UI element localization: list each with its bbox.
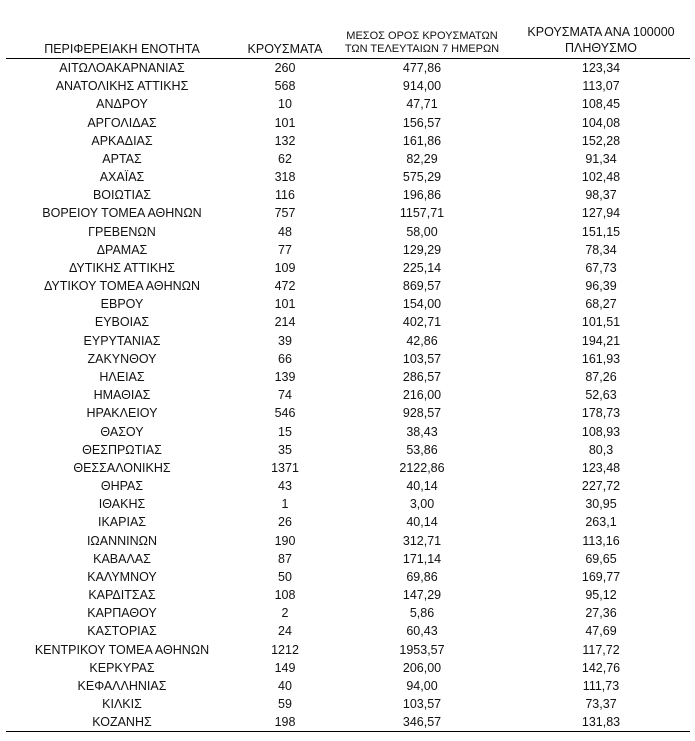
- table-row: [6, 59, 690, 78]
- cell-avg7: 225,14: [402, 260, 442, 275]
- cell-avg7: 129,29: [402, 242, 442, 257]
- cell-per100k: 80,3: [588, 442, 614, 457]
- cell-avg7: 53,86: [406, 442, 438, 457]
- table-row: [6, 586, 690, 604]
- table-header: [6, 24, 690, 59]
- cell-avg7: 147,29: [402, 588, 442, 603]
- cell-per100k: 87,26: [585, 370, 617, 384]
- table-row: [6, 350, 690, 368]
- table-row: [6, 223, 690, 241]
- table-row: [6, 513, 690, 531]
- cell-cases: 108: [274, 588, 296, 603]
- cell-per100k: 91,34: [585, 151, 617, 166]
- cell-per100k: 142,76: [581, 660, 621, 675]
- cell-region: ΗΜΑΘΙΑΣ: [93, 388, 151, 403]
- table-row: [6, 150, 690, 168]
- cell-per100k: 96,39: [585, 279, 617, 294]
- cell-per100k: 101,51: [581, 315, 621, 330]
- cell-per100k: 178,73: [581, 406, 621, 421]
- cell-cases: 1371: [271, 460, 299, 475]
- cell-avg7: 346,57: [332, 713, 512, 732]
- cell-region: ΓΡΕΒΕΝΩΝ: [88, 224, 156, 239]
- table-row: [6, 295, 690, 313]
- cell-per100k: 108,93: [581, 424, 621, 439]
- cell-avg7: 38,43: [406, 424, 438, 439]
- cell-cases: 26: [278, 515, 292, 530]
- cell-region: ΗΡΑΚΛΕΙΟΥ: [86, 406, 158, 421]
- cell-region: ΑΙΤΩΛΟΑΚΑΡΝΑΝΙΑΣ: [59, 61, 185, 76]
- header-per100k: [512, 24, 690, 59]
- cell-region: ΕΥΒΟΙΑΣ: [94, 315, 150, 330]
- cell-avg7: 477,86: [402, 61, 442, 76]
- cell-avg7: 286,57: [402, 370, 442, 384]
- cell-cases: 109: [274, 260, 296, 275]
- header-per100k-line2: ΠΛΗΘΥΣΜΟ: [565, 41, 637, 55]
- table-row: [6, 368, 690, 386]
- cell-avg7: 103,57: [402, 697, 442, 712]
- cell-region: ΚΑΡΔΙΤΣΑΣ: [88, 588, 156, 603]
- table-row: [6, 95, 690, 113]
- cell-region: ΔΥΤΙΚΗΣ ΑΤΤΙΚΗΣ: [69, 260, 175, 275]
- table-row: [6, 204, 690, 222]
- cell-cases: 472: [274, 279, 296, 294]
- cell-per100k: 27,36: [585, 606, 617, 621]
- cell-cases: 260: [274, 61, 296, 76]
- cell-per100k: 111,73: [582, 678, 620, 693]
- cell-cases: 546: [274, 406, 296, 421]
- cell-cases: 74: [278, 388, 292, 403]
- cell-avg7: 82,29: [406, 151, 438, 166]
- cell-per100k: 151,15: [581, 224, 621, 239]
- cell-avg7: 2122,86: [399, 460, 445, 475]
- cell-region: ΕΒΡΟΥ: [100, 297, 144, 312]
- cell-region: ΙΘΑΚΗΣ: [98, 497, 146, 512]
- cell-per100k: 98,37: [585, 188, 617, 203]
- cell-region: ΘΗΡΑΣ: [100, 479, 144, 494]
- cell-cases: 10: [278, 97, 292, 112]
- table-row: [6, 168, 690, 186]
- cell-avg7: 1157,71: [399, 206, 445, 221]
- cell-cases: 15: [278, 424, 292, 439]
- cell-cases: 198: [238, 713, 332, 732]
- table-row: [6, 132, 690, 150]
- cell-per100k: 152,28: [581, 133, 621, 148]
- cell-per100k: 169,77: [581, 569, 621, 584]
- table-row: [6, 604, 690, 622]
- cell-region: ΕΥΡΥΤΑΝΙΑΣ: [83, 333, 161, 348]
- cell-region: ΚΕΝΤΡΙΚΟΥ ΤΟΜΕΑ ΑΘΗΝΩΝ: [34, 642, 210, 657]
- table-row: [6, 313, 690, 331]
- cell-cases: 62: [278, 151, 292, 166]
- cell-per100k: 104,08: [581, 115, 621, 130]
- table-row: [6, 114, 690, 132]
- table-row: [6, 186, 690, 204]
- cell-avg7: 103,57: [402, 351, 442, 366]
- cell-region: ΑΝΑΤΟΛΙΚΗΣ ΑΤΤΙΚΗΣ: [55, 79, 189, 94]
- cell-avg7: 196,86: [402, 188, 442, 203]
- cell-avg7: 3,00: [409, 497, 435, 512]
- cell-region: ΑΡΤΑΣ: [102, 151, 142, 166]
- cell-avg7: 47,71: [406, 97, 438, 112]
- table-row: [6, 259, 690, 277]
- header-avg7-line2: ΤΩΝ ΤΕΛΕΥΤΑΙΩΝ 7 ΗΜΕΡΩΝ: [344, 43, 500, 55]
- cell-avg7: 161,86: [402, 133, 442, 148]
- cell-per100k: 113,16: [582, 533, 620, 548]
- cell-per100k: 47,69: [585, 624, 617, 639]
- cases-table: [6, 24, 690, 732]
- cell-cases: 48: [278, 224, 292, 239]
- header-per100k-line1: ΚΡΟΥΣΜΑΤΑ ΑΝΑ 100000: [527, 25, 675, 39]
- header-avg7: [332, 24, 512, 59]
- cell-avg7: 154,00: [402, 297, 442, 312]
- cell-per100k: 68,27: [585, 297, 617, 312]
- cell-region: ΚΕΦΑΛΛΗΝΙΑΣ: [77, 678, 167, 693]
- cell-per100k: 52,63: [585, 388, 617, 403]
- cell-region: ΙΚΑΡΙΑΣ: [97, 515, 147, 530]
- cell-avg7: 206,00: [402, 660, 442, 675]
- table-row: [6, 77, 690, 95]
- cell-avg7: 1953,57: [399, 642, 445, 657]
- table-row: [6, 695, 690, 713]
- cell-cases: 59: [278, 697, 292, 712]
- cell-avg7: 58,00: [406, 224, 438, 239]
- cell-avg7: 69,86: [406, 569, 438, 584]
- cell-cases: 24: [278, 624, 292, 639]
- table-row: [6, 422, 690, 440]
- cell-avg7: 94,00: [406, 678, 438, 693]
- cell-cases: 101: [274, 297, 296, 312]
- table-row: [6, 332, 690, 350]
- cell-avg7: 869,57: [402, 279, 442, 294]
- cell-cases: 35: [278, 442, 292, 457]
- header-row: [6, 24, 690, 59]
- cell-cases: 568: [274, 79, 296, 94]
- cell-region: ΑΡΚΑΔΙΑΣ: [91, 133, 153, 148]
- cell-avg7: 914,00: [402, 79, 442, 94]
- cell-avg7: 156,57: [402, 115, 442, 130]
- cell-cases: 1: [281, 497, 289, 512]
- table-row: [6, 277, 690, 295]
- table-row: [6, 713, 690, 732]
- cell-per100k: 123,48: [581, 460, 621, 475]
- cell-region: ΚΙΛΚΙΣ: [102, 697, 142, 712]
- cell-per100k: 194,21: [581, 333, 621, 348]
- cell-avg7: 40,14: [406, 515, 438, 530]
- cell-cases: 149: [274, 660, 296, 675]
- table-row: [6, 622, 690, 640]
- cell-cases: 139: [274, 370, 296, 384]
- cell-per100k: 117,72: [582, 642, 620, 657]
- header-avg7-line1: ΜΕΣΟΣ ΟΡΟΣ ΚΡΟΥΣΜΑΤΩΝ: [346, 30, 498, 42]
- table-row: [6, 568, 690, 586]
- cell-region: ΚΑΒΑΛΑΣ: [93, 551, 151, 566]
- cell-region: ΔΥΤΙΚΟΥ ΤΟΜΕΑ ΑΘΗΝΩΝ: [43, 279, 201, 294]
- cell-region: ΑΧΑΪΑΣ: [99, 170, 145, 185]
- cell-cases: 757: [274, 206, 296, 221]
- cell-region: ΑΡΓΟΛΙΔΑΣ: [87, 115, 157, 130]
- cell-per100k: 95,12: [585, 588, 617, 603]
- cell-cases: 40: [278, 678, 292, 693]
- cell-region: ΚΑΡΠΑΘΟΥ: [87, 606, 157, 621]
- cell-avg7: 575,29: [402, 170, 442, 185]
- cell-avg7: 5,86: [409, 606, 435, 621]
- cell-avg7: 60,43: [406, 624, 438, 639]
- cell-per100k: 102,48: [581, 170, 621, 185]
- table-row: [6, 241, 690, 259]
- cell-region: ΑΝΔΡΟΥ: [96, 97, 148, 112]
- cell-cases: 1212: [271, 642, 299, 657]
- cell-per100k: 127,94: [581, 206, 621, 221]
- cell-region: ΚΕΡΚΥΡΑΣ: [89, 660, 155, 675]
- cell-region: ΙΩΑΝΝΙΝΩΝ: [86, 533, 158, 548]
- cell-avg7: 216,00: [402, 388, 442, 403]
- cell-cases: 132: [274, 133, 296, 148]
- cell-region: ΚΟΖΑΝΗΣ: [6, 713, 238, 732]
- cell-cases: 66: [278, 351, 292, 366]
- table-row: [6, 459, 690, 477]
- cell-cases: 2: [281, 606, 289, 621]
- table-row: [6, 659, 690, 677]
- cell-avg7: 312,71: [402, 533, 442, 548]
- cell-cases: 43: [278, 479, 292, 494]
- cell-region: ΔΡΑΜΑΣ: [96, 242, 148, 257]
- cell-per100k: 123,34: [581, 61, 621, 76]
- cell-cases: 116: [275, 188, 295, 203]
- table-row: [6, 404, 690, 422]
- cell-cases: 214: [274, 315, 296, 330]
- cell-per100k: 67,73: [585, 260, 617, 275]
- cell-cases: 190: [274, 533, 296, 548]
- cell-per100k: 73,37: [585, 697, 617, 712]
- table-row: [6, 495, 690, 513]
- cell-avg7: 928,57: [402, 406, 442, 421]
- cell-per100k: 30,95: [585, 497, 617, 512]
- cell-avg7: 402,71: [402, 315, 442, 330]
- header-region: ΠΕΡΙΦΕΡΕΙΑΚΗ ΕΝΟΤΗΤΑ: [6, 24, 238, 59]
- cell-cases: 50: [278, 569, 292, 584]
- cell-cases: 318: [274, 170, 296, 185]
- cell-per100k: 69,65: [585, 551, 617, 566]
- cell-per100k: 161,93: [581, 351, 621, 366]
- table-row: [6, 441, 690, 459]
- cell-per100k: 263,1: [585, 515, 617, 530]
- cell-region: ΖΑΚΥΝΘΟΥ: [87, 351, 157, 366]
- cell-region: ΚΑΣΤΟΡΙΑΣ: [87, 624, 157, 639]
- table-row: [6, 477, 690, 495]
- cell-cases: 39: [278, 333, 292, 348]
- cell-avg7: 171,14: [402, 551, 442, 566]
- cell-avg7: 40,14: [406, 479, 438, 494]
- cell-cases: 87: [278, 551, 292, 566]
- cell-cases: 101: [274, 115, 296, 130]
- cell-per100k: 131,83: [512, 713, 690, 732]
- cell-region: ΚΑΛΥΜΝΟΥ: [87, 569, 157, 584]
- cell-per100k: 227,72: [581, 479, 621, 494]
- table-row: [6, 386, 690, 404]
- cell-per100k: 113,07: [582, 79, 620, 94]
- table-row: [6, 531, 690, 549]
- cell-region: ΘΕΣΠΡΩΤΙΑΣ: [82, 442, 162, 457]
- cell-region: ΘΕΣΣΑΛΟΝΙΚΗΣ: [73, 460, 171, 475]
- cell-region: ΘΑΣΟΥ: [100, 424, 144, 439]
- cell-cases: 77: [278, 242, 292, 257]
- table-body: [6, 59, 690, 732]
- cell-region: ΒΟΡΕΙΟΥ ΤΟΜΕΑ ΑΘΗΝΩΝ: [42, 206, 202, 221]
- table-row: [6, 677, 690, 695]
- cell-avg7: 42,86: [406, 333, 438, 348]
- cell-region: ΒΟΙΩΤΙΑΣ: [92, 188, 152, 203]
- cell-per100k: 108,45: [581, 97, 621, 112]
- table-row: [6, 550, 690, 568]
- header-cases: ΚΡΟΥΣΜΑΤΑ: [238, 24, 332, 59]
- table-row: [6, 641, 690, 659]
- cell-per100k: 78,34: [585, 242, 617, 257]
- cell-region: ΗΛΕΙΑΣ: [99, 370, 145, 384]
